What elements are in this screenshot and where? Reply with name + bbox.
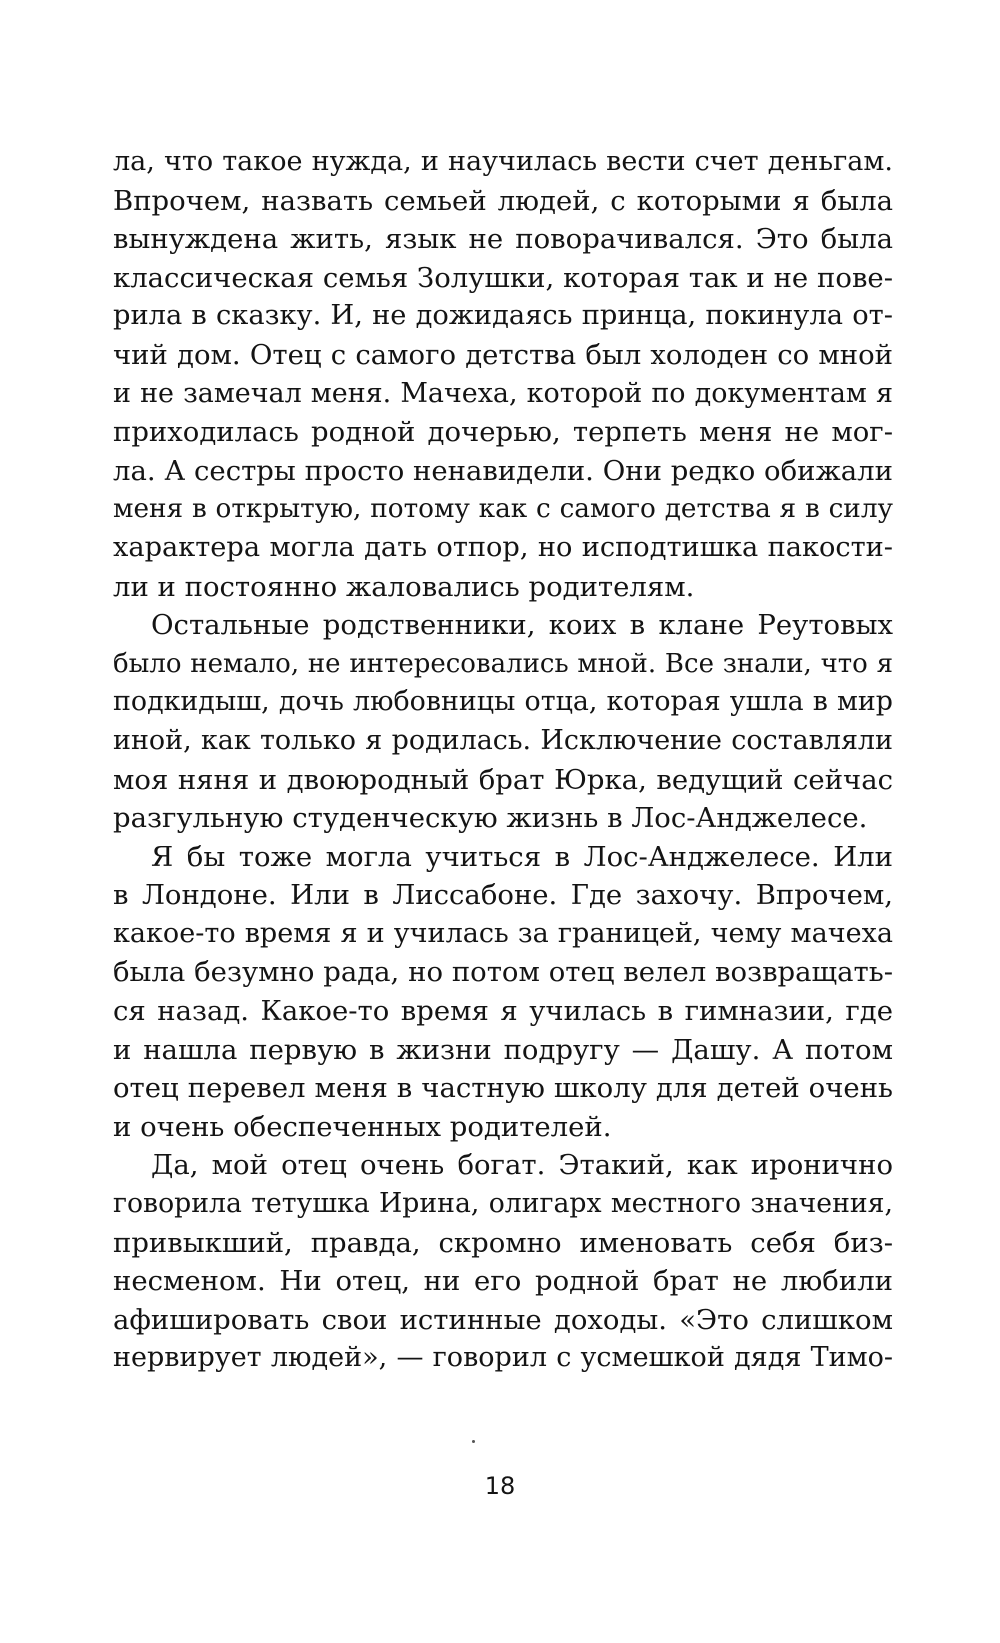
- text-line: классическая семья Золушки, которая так и не пове-: [113, 261, 893, 294]
- text-line: чий дом. Отец с самого детства был холоден со мной: [113, 338, 893, 371]
- text-line: иной, как только я родилась. Исключение составляли: [113, 724, 893, 756]
- body-text: [113, 143, 893, 1378]
- paragraph-1: [113, 143, 893, 606]
- text-line: нервирует людей», — говорил с усмешкой дядя Тимо-: [113, 1342, 893, 1374]
- text-line: было немало, не интересовались мной. Все знали, что я: [113, 648, 893, 679]
- paragraph-3: [113, 838, 893, 1147]
- text-line: и нашла первую в жизни подругу — Дашу. А потом: [113, 1033, 893, 1066]
- text-line: и не замечал меня. Мачеха, которой по документам я: [113, 377, 893, 409]
- text-line: вынуждена жить, язык не поворачивался. Это была: [113, 223, 893, 256]
- text-line: моя няня и двоюродный брат Юрка, ведущий сейчас: [113, 763, 893, 796]
- text-line: Остальные родственники, коих в клане Реутовых: [151, 609, 893, 642]
- text-line: ли и постоянно жаловались родителям.: [113, 570, 695, 603]
- page-number: 18: [484, 1472, 516, 1500]
- text-line: приходилась родной дочерью, терпеть меня не мог-: [113, 416, 893, 449]
- paragraph-2: [113, 606, 893, 838]
- print-speck: [472, 1440, 475, 1443]
- text-line: привыкший, правда, скромно именовать себя биз-: [113, 1226, 893, 1259]
- text-line: ла. А сестры просто ненавидели. Они редко обижали: [113, 454, 893, 487]
- text-line: афишировать свои истинные доходы. «Это слишком: [113, 1303, 893, 1336]
- text-line: Я бы тоже могла учиться в Лос-Анджелесе. Или: [151, 840, 893, 873]
- text-line: была безумно рада, но потом отец велел возвращать-: [113, 956, 893, 989]
- text-line: Да, мой отец очень богат. Этакий, как иронично: [151, 1149, 893, 1182]
- text-line: меня в открытую, потому как с самого детства я в силу: [113, 494, 893, 525]
- text-line: и очень обеспеченных родителей.: [113, 1110, 612, 1143]
- text-line: несменом. Ни отец, ни его родной брат не любили: [113, 1265, 893, 1298]
- text-line: говорила тетушка Ирина, олигарх местного значения,: [113, 1188, 893, 1220]
- text-line: характера могла дать отпор, но исподтишка пакости-: [113, 531, 893, 563]
- text-line: в Лондоне. Или в Лиссабоне. Где захочу. Впрочем,: [113, 879, 893, 912]
- text-line: ла, что такое нужда, и научилась вести счет деньгам.: [113, 146, 893, 177]
- text-line: Впрочем, назвать семьей людей, с которыми я была: [113, 184, 893, 217]
- text-line: рила в сказку. И, не дожидаясь принца, покинула от-: [113, 300, 893, 332]
- text-line: ся назад. Какое-то время я училась в гимназии, где: [113, 995, 893, 1028]
- text-line: подкидыш, дочь любовницы отца, которая ушла в мир: [113, 686, 893, 718]
- text-line: какое-то время я и училась за границей, чему мачеха: [113, 917, 893, 949]
- text-line: отец перевел меня в частную школу для детей очень: [113, 1072, 893, 1105]
- text-line: разгульную студенческую жизнь в Лос-Анджелесе.: [113, 802, 868, 835]
- paragraph-4: [113, 1146, 893, 1378]
